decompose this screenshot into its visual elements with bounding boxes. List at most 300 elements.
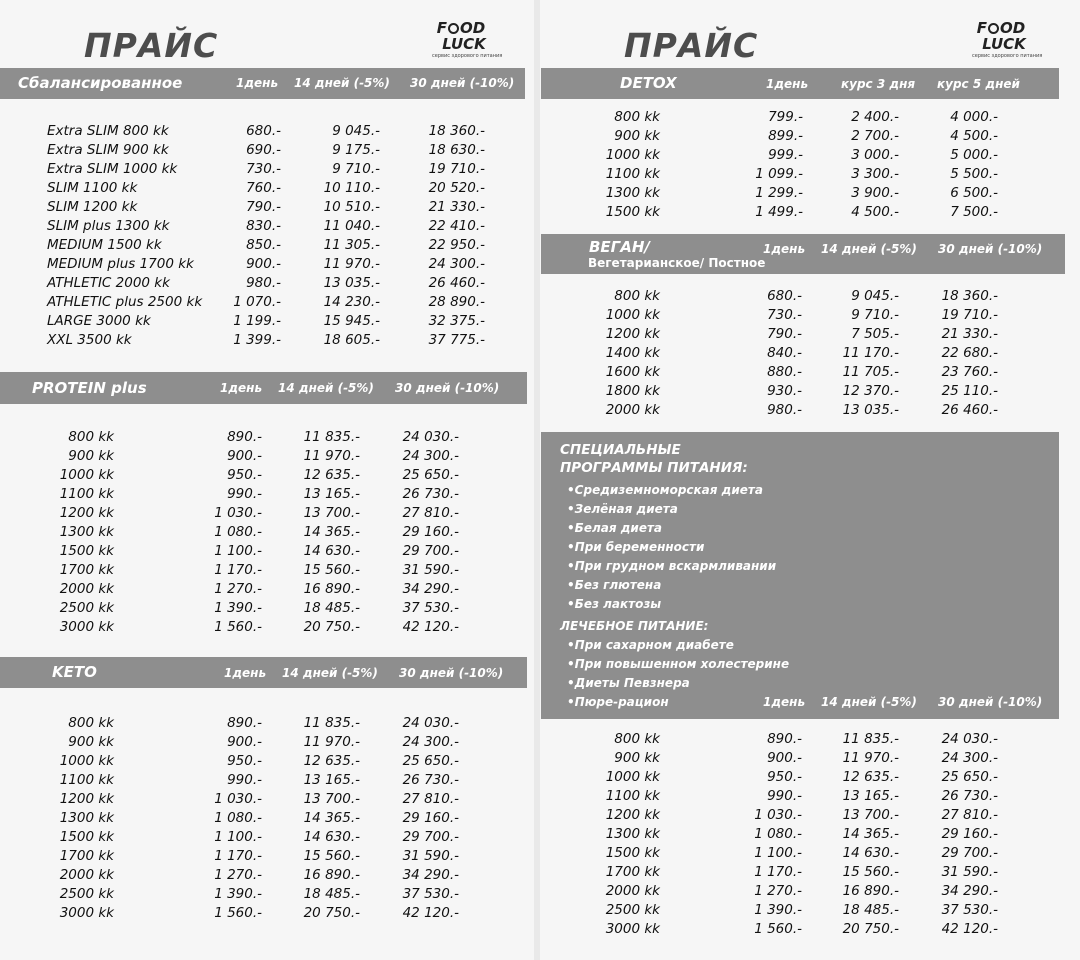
price-cell: 25 650.-	[402, 467, 459, 483]
table-row	[0, 217, 534, 236]
price-cell: 5 500.-	[950, 166, 998, 182]
logo-o-icon	[988, 23, 999, 34]
table-row	[0, 274, 534, 293]
price-cell: 1 100.-	[214, 829, 262, 845]
price-cell: 950.-	[767, 769, 802, 785]
column-header: курс 5 дней	[937, 77, 1020, 91]
price-cell: 840.-	[767, 345, 802, 361]
calorie-label: 800 kk	[614, 109, 660, 125]
price-cell: 1 080.-	[754, 826, 802, 842]
price-cell: 42 120.-	[402, 619, 459, 635]
table-row	[0, 733, 534, 752]
price-cell: 26 730.-	[941, 788, 998, 804]
price-cell: 24 300.-	[428, 256, 485, 272]
calorie-label: 2500 kk	[59, 600, 114, 616]
price-cell: 730.-	[767, 307, 802, 323]
price-cell: 900.-	[227, 448, 262, 464]
price-cell: 19 710.-	[941, 307, 998, 323]
table-row	[0, 428, 534, 447]
price-cell: 21 330.-	[941, 326, 998, 342]
column-header: 30 дней (-10%)	[395, 381, 500, 395]
calorie-label: MEDIUM plus 1700 kk	[47, 256, 194, 272]
special-heading-1: СПЕЦИАЛЬНЫЕ	[560, 442, 681, 458]
price-cell: 730.-	[246, 161, 281, 177]
price-cell: 19 710.-	[428, 161, 485, 177]
logo-line1: F OD	[976, 19, 1026, 37]
price-cell: 24 300.-	[402, 448, 459, 464]
calorie-label: 1200 kk	[605, 807, 660, 823]
price-cell: 1 270.-	[214, 581, 262, 597]
price-cell: 900.-	[227, 734, 262, 750]
price-cell: 22 680.-	[941, 345, 998, 361]
price-cell: 10 110.-	[323, 180, 380, 196]
price-cell: 1 270.-	[754, 883, 802, 899]
price-cell: 14 630.-	[303, 543, 360, 559]
price-cell: 999.-	[768, 147, 803, 163]
price-table-balanced	[0, 122, 534, 350]
calorie-label: 2000 kk	[59, 581, 114, 597]
price-cell: 24 300.-	[941, 750, 998, 766]
price-cell: 14 365.-	[842, 826, 899, 842]
calorie-label: ATHLETIC 2000 kk	[47, 275, 170, 291]
section-title: ВЕГАН/	[589, 238, 650, 256]
price-cell: 1 390.-	[754, 902, 802, 918]
column-header: 1день	[763, 695, 806, 709]
table-row	[540, 920, 1080, 939]
price-cell: 34 290.-	[402, 867, 459, 883]
price-cell: 1 170.-	[754, 864, 802, 880]
table-row	[0, 293, 534, 312]
logo-right	[972, 19, 1043, 64]
price-cell: 22 410.-	[428, 218, 485, 234]
price-cell: 27 810.-	[402, 505, 459, 521]
table-row	[0, 714, 534, 733]
calorie-label: 1100 kk	[605, 788, 660, 804]
calorie-label: 3000 kk	[605, 921, 660, 937]
calorie-label: Extra SLIM 900 kk	[47, 142, 169, 158]
table-row	[540, 363, 1080, 382]
calorie-label: 2000 kk	[59, 867, 114, 883]
price-cell: 13 035.-	[842, 402, 899, 418]
column-header: 30 дней (-10%)	[938, 695, 1043, 709]
price-cell: 25 650.-	[402, 753, 459, 769]
table-row	[0, 485, 534, 504]
price-cell: 1 390.-	[214, 886, 262, 902]
price-cell: 29 700.-	[402, 543, 459, 559]
price-cell: 3 000.-	[851, 147, 899, 163]
price-cell: 25 110.-	[941, 383, 998, 399]
price-table-protein	[0, 428, 534, 637]
price-cell: 890.-	[767, 731, 802, 747]
calorie-label: 1100 kk	[605, 166, 660, 182]
price-cell: 14 365.-	[303, 810, 360, 826]
table-row	[0, 561, 534, 580]
price-cell: 18 485.-	[842, 902, 899, 918]
price-cell: 11 040.-	[323, 218, 380, 234]
price-cell: 1 080.-	[214, 810, 262, 826]
section-header-protein	[0, 372, 527, 404]
price-cell: 28 890.-	[428, 294, 485, 310]
table-row	[0, 466, 534, 485]
calorie-label: 1500 kk	[605, 845, 660, 861]
price-cell: 11 835.-	[303, 429, 360, 445]
price-cell: 13 700.-	[842, 807, 899, 823]
price-cell: 1 099.-	[755, 166, 803, 182]
calorie-label: 1300 kk	[605, 826, 660, 842]
table-row	[0, 790, 534, 809]
price-cell: 26 460.-	[941, 402, 998, 418]
table-row	[0, 198, 534, 217]
calorie-label: 1300 kk	[59, 524, 114, 540]
price-cell: 980.-	[246, 275, 281, 291]
table-row	[540, 165, 1080, 184]
program-item: •При сахарном диабете	[567, 638, 734, 652]
price-cell: 18 630.-	[428, 142, 485, 158]
calorie-label: 1500 kk	[59, 829, 114, 845]
price-table-special	[540, 730, 1080, 939]
table-row	[0, 618, 534, 637]
logo-left	[432, 19, 503, 64]
table-row	[0, 141, 534, 160]
price-cell: 37 530.-	[402, 886, 459, 902]
table-row	[0, 236, 534, 255]
column-header: 14 дней (-5%)	[821, 695, 917, 709]
price-cell: 34 290.-	[941, 883, 998, 899]
table-row	[540, 825, 1080, 844]
table-row	[540, 108, 1080, 127]
price-cell: 760.-	[246, 180, 281, 196]
calorie-label: 3000 kk	[59, 619, 114, 635]
price-cell: 980.-	[767, 402, 802, 418]
logo-line2: LUCK	[442, 35, 486, 53]
calorie-label: SLIM plus 1300 kk	[47, 218, 170, 234]
section-title: KETO	[52, 663, 97, 681]
price-cell: 16 890.-	[303, 581, 360, 597]
price-cell: 12 635.-	[303, 753, 360, 769]
table-row	[0, 752, 534, 771]
price-cell: 14 630.-	[842, 845, 899, 861]
column-header: 14 дней (-5%)	[278, 381, 374, 395]
calorie-label: Extra SLIM 1000 kk	[47, 161, 178, 177]
price-cell: 11 835.-	[303, 715, 360, 731]
table-row	[540, 127, 1080, 146]
price-cell: 26 730.-	[402, 772, 459, 788]
calorie-label: LARGE 3000 kk	[47, 313, 151, 329]
calorie-label: 1400 kk	[605, 345, 660, 361]
price-cell: 990.-	[227, 486, 262, 502]
program-item: •Белая диета	[567, 521, 663, 535]
price-cell: 9 710.-	[851, 307, 899, 323]
price-cell: 1 390.-	[214, 600, 262, 616]
calorie-label: Extra SLIM 800 kk	[47, 123, 169, 139]
price-cell: 25 650.-	[941, 769, 998, 785]
table-row	[0, 885, 534, 904]
price-cell: 680.-	[767, 288, 802, 304]
price-cell: 1 270.-	[214, 867, 262, 883]
calorie-label: 1300 kk	[59, 810, 114, 826]
calorie-label: 800 kk	[614, 288, 660, 304]
page-title-right: ПРАЙС	[624, 26, 759, 65]
price-cell: 24 300.-	[402, 734, 459, 750]
program-item: •При беременности	[567, 540, 705, 554]
section-subtitle: Вегетарианское/ Постное	[588, 256, 766, 270]
price-cell: 13 165.-	[842, 788, 899, 804]
calorie-label: 2500 kk	[605, 902, 660, 918]
price-cell: 1 199.-	[233, 313, 281, 329]
section-header-balanced	[0, 68, 525, 99]
price-cell: 20 750.-	[303, 619, 360, 635]
price-cell: 14 230.-	[323, 294, 380, 310]
price-cell: 18 485.-	[303, 886, 360, 902]
price-cell: 1 070.-	[233, 294, 281, 310]
price-cell: 1 299.-	[755, 185, 803, 201]
table-row	[540, 901, 1080, 920]
table-row	[540, 287, 1080, 306]
price-cell: 11 835.-	[842, 731, 899, 747]
price-cell: 2 400.-	[851, 109, 899, 125]
price-cell: 1 100.-	[214, 543, 262, 559]
price-cell: 13 035.-	[323, 275, 380, 291]
price-cell: 11 970.-	[303, 448, 360, 464]
price-cell: 930.-	[767, 383, 802, 399]
table-row	[540, 863, 1080, 882]
price-cell: 799.-	[768, 109, 803, 125]
table-row	[540, 184, 1080, 203]
table-row	[540, 325, 1080, 344]
program-item: •При повышенном холестерине	[567, 657, 790, 671]
price-cell: 24 030.-	[941, 731, 998, 747]
price-cell: 11 970.-	[323, 256, 380, 272]
calorie-label: 1200 kk	[59, 505, 114, 521]
calorie-label: 2500 kk	[59, 886, 114, 902]
section-title: PROTEIN plus	[32, 379, 147, 397]
price-cell: 830.-	[246, 218, 281, 234]
calorie-label: 1200 kk	[605, 326, 660, 342]
price-cell: 23 760.-	[941, 364, 998, 380]
table-row	[0, 312, 534, 331]
table-row	[0, 447, 534, 466]
table-row	[540, 203, 1080, 222]
price-cell: 890.-	[227, 715, 262, 731]
table-row	[540, 844, 1080, 863]
price-cell: 4 500.-	[851, 204, 899, 220]
price-table-keto	[0, 714, 534, 923]
price-cell: 11 170.-	[842, 345, 899, 361]
price-cell: 900.-	[246, 256, 281, 272]
calorie-label: 900 kk	[614, 750, 660, 766]
price-cell: 1 030.-	[754, 807, 802, 823]
calorie-label: 2000 kk	[605, 883, 660, 899]
price-cell: 850.-	[246, 237, 281, 253]
price-cell: 29 160.-	[402, 810, 459, 826]
price-cell: 32 375.-	[428, 313, 485, 329]
calorie-label: 1800 kk	[605, 383, 660, 399]
calorie-label: SLIM 1200 kk	[47, 199, 138, 215]
price-cell: 9 710.-	[332, 161, 380, 177]
calorie-label: 1700 kk	[605, 864, 660, 880]
price-cell: 1 499.-	[755, 204, 803, 220]
table-row	[0, 599, 534, 618]
price-cell: 18 485.-	[303, 600, 360, 616]
price-cell: 37 530.-	[402, 600, 459, 616]
price-cell: 1 560.-	[214, 619, 262, 635]
table-row	[540, 344, 1080, 363]
price-cell: 1 080.-	[214, 524, 262, 540]
section-header-vegan	[541, 234, 1065, 274]
price-cell: 1 100.-	[754, 845, 802, 861]
price-cell: 15 560.-	[303, 848, 360, 864]
program-item: •Без глютена	[567, 578, 662, 592]
calorie-label: 1600 kk	[605, 364, 660, 380]
calorie-label: XXL 3500 kk	[47, 332, 132, 348]
table-row	[0, 122, 534, 141]
calorie-label: 800 kk	[68, 429, 114, 445]
calorie-label: 1000 kk	[59, 467, 114, 483]
calorie-label: 1200 kk	[59, 791, 114, 807]
price-cell: 4 500.-	[950, 128, 998, 144]
program-item: •Пюре-рацион	[567, 695, 669, 709]
table-row	[0, 847, 534, 866]
calorie-label: MEDIUM 1500 kk	[47, 237, 162, 253]
price-cell: 20 750.-	[842, 921, 899, 937]
calorie-label: 2000 kk	[605, 402, 660, 418]
program-item: •Диеты Певзнера	[567, 676, 690, 690]
price-cell: 9 175.-	[332, 142, 380, 158]
price-cell: 29 700.-	[402, 829, 459, 845]
price-cell: 29 160.-	[402, 524, 459, 540]
price-cell: 31 590.-	[402, 848, 459, 864]
price-cell: 29 160.-	[941, 826, 998, 842]
column-header: 14 дней (-5%)	[821, 242, 917, 256]
section-title: Сбалансированное	[18, 74, 183, 92]
price-cell: 31 590.-	[941, 864, 998, 880]
price-cell: 18 360.-	[428, 123, 485, 139]
price-cell: 990.-	[767, 788, 802, 804]
price-cell: 15 945.-	[323, 313, 380, 329]
price-cell: 42 120.-	[941, 921, 998, 937]
price-cell: 13 700.-	[303, 791, 360, 807]
calorie-label: 1000 kk	[59, 753, 114, 769]
price-cell: 15 560.-	[842, 864, 899, 880]
price-cell: 890.-	[227, 429, 262, 445]
table-row	[540, 401, 1080, 420]
price-cell: 1 560.-	[754, 921, 802, 937]
price-cell: 37 775.-	[428, 332, 485, 348]
price-cell: 24 030.-	[402, 715, 459, 731]
table-row	[0, 542, 534, 561]
table-row	[540, 882, 1080, 901]
program-item: •Средиземноморская диета	[567, 483, 763, 497]
price-cell: 11 970.-	[842, 750, 899, 766]
table-row	[0, 904, 534, 923]
table-row	[0, 771, 534, 790]
calorie-label: 1500 kk	[59, 543, 114, 559]
price-cell: 31 590.-	[402, 562, 459, 578]
price-cell: 4 000.-	[950, 109, 998, 125]
calorie-label: 1000 kk	[605, 307, 660, 323]
price-cell: 990.-	[227, 772, 262, 788]
price-cell: 1 030.-	[214, 505, 262, 521]
table-row	[540, 749, 1080, 768]
price-cell: 22 950.-	[428, 237, 485, 253]
table-row	[540, 382, 1080, 401]
price-cell: 7 505.-	[851, 326, 899, 342]
calorie-label: 1100 kk	[59, 486, 114, 502]
price-cell: 14 365.-	[303, 524, 360, 540]
column-header: 30 дней (-10%)	[938, 242, 1043, 256]
column-header: 1день	[236, 76, 279, 90]
logo-line1: F OD	[436, 19, 486, 37]
price-cell: 9 045.-	[851, 288, 899, 304]
price-cell: 13 165.-	[303, 772, 360, 788]
price-cell: 3 300.-	[851, 166, 899, 182]
price-cell: 9 045.-	[332, 123, 380, 139]
logo-o-icon	[448, 23, 459, 34]
table-row	[0, 160, 534, 179]
price-cell: 37 530.-	[941, 902, 998, 918]
table-row	[540, 806, 1080, 825]
calorie-label: SLIM 1100 kk	[47, 180, 138, 196]
price-cell: 10 510.-	[323, 199, 380, 215]
column-header: 30 дней (-10%)	[410, 76, 515, 90]
price-cell: 12 370.-	[842, 383, 899, 399]
logo-tagline: сервис здорового питания	[432, 53, 503, 59]
price-cell: 1 399.-	[233, 332, 281, 348]
table-row	[0, 523, 534, 542]
price-cell: 16 890.-	[842, 883, 899, 899]
table-row	[0, 866, 534, 885]
table-row	[540, 730, 1080, 749]
price-cell: 11 705.-	[842, 364, 899, 380]
price-cell: 900.-	[767, 750, 802, 766]
table-row	[540, 146, 1080, 165]
price-cell: 12 635.-	[842, 769, 899, 785]
calorie-label: 900 kk	[614, 128, 660, 144]
price-cell: 6 500.-	[950, 185, 998, 201]
price-cell: 24 030.-	[402, 429, 459, 445]
price-cell: 899.-	[768, 128, 803, 144]
price-cell: 14 630.-	[303, 829, 360, 845]
calorie-label: 3000 kk	[59, 905, 114, 921]
program-item: •Без лактозы	[567, 597, 662, 611]
special-heading-2: ПРОГРАММЫ ПИТАНИЯ:	[560, 460, 748, 476]
table-row	[0, 809, 534, 828]
column-header: 1день	[763, 242, 806, 256]
price-cell: 1 170.-	[214, 848, 262, 864]
calorie-label: 1000 kk	[605, 769, 660, 785]
column-header: 1день	[224, 666, 267, 680]
price-cell: 15 560.-	[303, 562, 360, 578]
price-cell: 3 900.-	[851, 185, 899, 201]
table-row	[0, 255, 534, 274]
price-cell: 13 165.-	[303, 486, 360, 502]
price-cell: 11 970.-	[303, 734, 360, 750]
price-cell: 2 700.-	[851, 128, 899, 144]
calorie-label: 800 kk	[68, 715, 114, 731]
price-cell: 880.-	[767, 364, 802, 380]
price-cell: 790.-	[767, 326, 802, 342]
column-header: 30 дней (-10%)	[399, 666, 504, 680]
calorie-label: 900 kk	[68, 734, 114, 750]
calorie-label: 1100 kk	[59, 772, 114, 788]
table-row	[540, 787, 1080, 806]
price-cell: 16 890.-	[303, 867, 360, 883]
table-row	[0, 580, 534, 599]
logo-line2: LUCK	[982, 35, 1026, 53]
price-cell: 1 170.-	[214, 562, 262, 578]
price-cell: 790.-	[246, 199, 281, 215]
section-title: DETOX	[620, 74, 677, 92]
